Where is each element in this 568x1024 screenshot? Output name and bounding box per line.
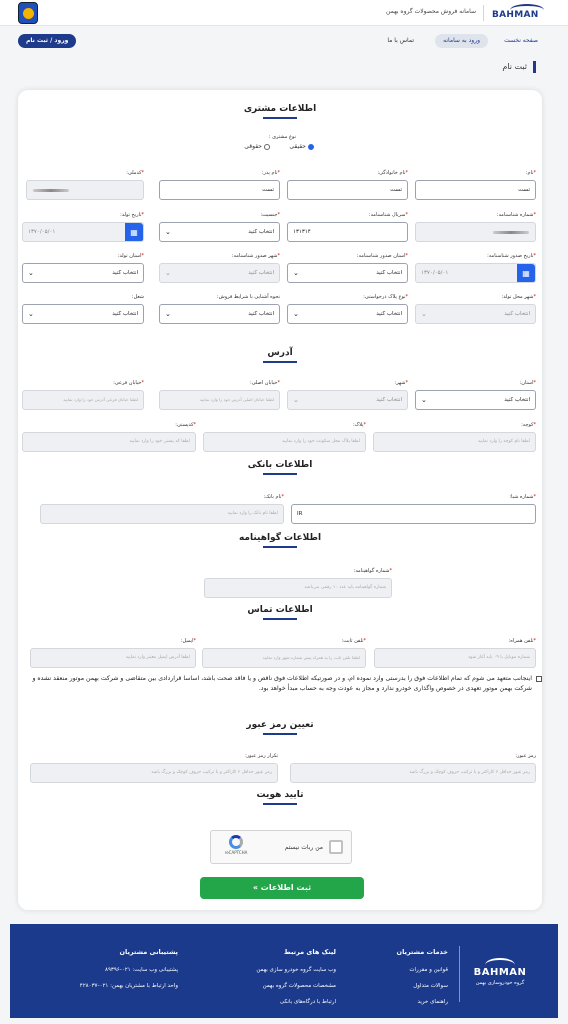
recaptcha-icon xyxy=(229,835,243,849)
job-select[interactable] xyxy=(22,304,144,324)
birth-city-label: *شهر محل تولد: xyxy=(501,294,536,300)
chevron-down-icon: ⌄ xyxy=(293,269,299,277)
top-bar xyxy=(0,0,568,26)
radio-dot-icon xyxy=(308,144,314,150)
password-input[interactable]: رمز عبور حداقل ۶ کاراکتر و با ترکیب حروف کوچک و بزرگ باشد xyxy=(290,763,536,783)
customer-type-label: نوع مشتری : xyxy=(268,134,296,140)
sheba-label: *شماره شبا: xyxy=(509,494,536,500)
footer-support-customers: واحد ارتباط با مشتریان بهمن: ۰۲۱-۴۲۸۰۳۷ xyxy=(79,983,178,989)
postal-input[interactable]: لطفا کد پستی خود را وارد نمایید xyxy=(22,432,196,452)
alley-input[interactable]: لطفا نام کوچه را وارد نمایید xyxy=(373,432,536,452)
national-code-input[interactable] xyxy=(26,180,144,200)
plate-label: *نوع پلاک درخواستی: xyxy=(363,294,408,300)
bank-name-input[interactable]: لطفا نام بانک را وارد نمایید xyxy=(40,504,284,524)
acquaint-label: نحوه آشنایی با شرایط فروش: xyxy=(216,294,280,300)
birth-date-label: *تاریخ تولد: xyxy=(120,212,144,218)
login-register-button[interactable]: ورود / ثبت نام xyxy=(18,34,76,48)
footer-links-title: لینک های مرتبط xyxy=(284,948,336,956)
footer-support xyxy=(80,944,178,994)
app-icon-emblem xyxy=(23,8,34,19)
id-issue-date-label: *تاریخ صدور شناسنامه: xyxy=(487,253,536,259)
calendar-icon[interactable]: ▦ xyxy=(517,264,535,283)
chevron-down-icon: ⌄ xyxy=(28,310,34,318)
acquaint-select[interactable] xyxy=(159,304,280,324)
city-select[interactable] xyxy=(287,390,408,410)
id-serial-input[interactable]: ۱۳۱۳۱۴ xyxy=(287,222,408,242)
province-label: *استان: xyxy=(519,380,536,386)
recaptcha-brand-text: reCAPTCHA xyxy=(224,850,248,855)
id-issue-city-label: *شهر صدور شناسنامه: xyxy=(231,253,280,259)
email-input[interactable]: لطفا آدرس ایمیل معتبر وارد نمایید xyxy=(30,648,196,668)
chevron-down-icon: ⌄ xyxy=(293,310,299,318)
password-repeat-label: تکرار رمز عبور: xyxy=(245,753,278,759)
recaptcha-widget xyxy=(210,830,352,864)
plaque-input[interactable]: لطفا پلاک محل سکونت خود را وارد نمایید xyxy=(203,432,366,452)
bank-name-label: *نام بانک: xyxy=(263,494,284,500)
footer-link-website[interactable]: وب سایت گروه خودرو سازی بهمن xyxy=(256,967,336,973)
mobile-label: *تلفن همراه: xyxy=(508,638,536,644)
chevron-down-icon: ⌄ xyxy=(165,310,171,318)
customer-type-legal-radio[interactable] xyxy=(244,143,270,150)
captcha-checkbox[interactable] xyxy=(329,840,343,854)
first-name-label: *نام: xyxy=(525,170,536,176)
phone-label: *تلفن ثابت: xyxy=(341,638,366,644)
postal-label: *کدپستی: xyxy=(175,422,196,428)
date-value: ۱۳۷۰/۰۵/۰۱ xyxy=(421,270,449,276)
footer-link-rules[interactable]: قوانین و مقررات xyxy=(409,967,448,973)
footer-services xyxy=(397,944,448,1010)
sub-street-input[interactable]: لطفا خیابان فرعی آدرس خود را وارد نمایید xyxy=(22,390,144,410)
national-code-label: *کدملی: xyxy=(126,170,144,176)
nav-contact-link[interactable]: تماس با ما xyxy=(387,37,414,44)
submit-button[interactable]: ثبت اطلاعات » xyxy=(200,877,364,899)
header-divider xyxy=(483,5,484,21)
footer-link-faq[interactable]: سوالات متداول xyxy=(413,983,448,989)
select-value: انتخاب کنید xyxy=(248,229,274,235)
customer-type-real-radio[interactable] xyxy=(289,143,314,150)
bank-section-title: اطلاعات بانکی xyxy=(18,460,542,475)
alley-label: *کوچه: xyxy=(521,422,536,428)
recaptcha-logo xyxy=(219,835,253,855)
chevron-down-icon: ⌄ xyxy=(421,310,427,318)
main-street-label: *خیابان اصلی: xyxy=(250,380,280,386)
last-name-input[interactable]: تست xyxy=(287,180,408,200)
contact-section-title: اطلاعات تماس xyxy=(18,605,542,620)
address-section-title: آدرس xyxy=(18,348,542,363)
select-value: انتخاب کنید xyxy=(376,311,402,317)
father-name-input[interactable]: تست xyxy=(159,180,280,200)
select-value: انتخاب کنید xyxy=(376,270,402,276)
phone-input[interactable]: لطفا تلفن ثابت را به همراه پیش شماره شهر وارد نمایید xyxy=(202,648,366,668)
chevron-down-icon: ⌄ xyxy=(421,396,427,404)
chevron-down-icon: ⌄ xyxy=(165,228,171,236)
select-value: انتخاب کنید xyxy=(376,397,402,403)
nav-home-link[interactable]: صفحه نخست xyxy=(504,37,538,44)
birth-province-label: *استان تولد: xyxy=(117,253,144,259)
select-value: انتخاب کنید xyxy=(504,397,530,403)
cert-number-label: *شماره گواهینامه: xyxy=(353,568,392,574)
select-value: انتخاب کنید xyxy=(248,311,274,317)
select-value: انتخاب کنید xyxy=(112,311,138,317)
birth-province-select[interactable] xyxy=(22,263,144,283)
captcha-label: من ربات نیستم xyxy=(284,844,323,851)
id-issue-province-label: *استان صدور شناسنامه: xyxy=(356,253,408,259)
plate-select[interactable] xyxy=(287,304,408,324)
id-issue-city-select[interactable] xyxy=(159,263,280,283)
terms-checkbox[interactable] xyxy=(536,676,542,682)
mobile-input[interactable]: شماره موبایل با ۰۹ باید آغاز شود xyxy=(374,648,536,668)
birth-date-input[interactable] xyxy=(22,222,144,242)
last-name-label: *نام خانوادگی: xyxy=(377,170,408,176)
footer xyxy=(10,924,558,1018)
page-title: ثبت نام xyxy=(502,61,536,73)
father-name-label: *نام پدر: xyxy=(261,170,280,176)
footer-divider xyxy=(459,946,460,1002)
password-section-title: تعیین رمز عبور xyxy=(18,720,542,735)
footer-link-products[interactable]: مشخصات محصولات گروه بهمن xyxy=(262,983,336,989)
terms-text: اینجانب متعهد می شوم که تمام اطلاعات فوق را بدرستی وارد نموده ام، و در صورتیکه اطلاعات فوق ناقص و یا فاقد صحت باشد، اساسا قراردادی بین متقاضی و شرکت بهمن موتور منعقد نشده و شرکت بهمن موتور تعهدی در خصوص واگذاری خودرو ندارد و مجاز به عودت وجه به حساب مبدأ خواهد بود. xyxy=(32,675,532,692)
logo-text: BAHMAN xyxy=(492,10,539,20)
footer-link-guide[interactable]: راهنمای خرید xyxy=(417,999,448,1005)
footer-company-name: گروه خودروسازی بهمن xyxy=(475,980,525,986)
email-label: *ایمیل: xyxy=(180,638,196,644)
cert-number-input[interactable]: شماره گواهینامه باید عدد ۱۰ رقمی می‌باشد xyxy=(204,578,392,598)
id-number-label: *شماره شناسنامه: xyxy=(496,212,536,218)
nav-bar xyxy=(0,34,568,50)
bahman-logo[interactable] xyxy=(492,4,544,22)
main-street-input[interactable]: لطفا خیابان اصلی آدرس خود را وارد نمایید xyxy=(159,390,280,410)
cert-section-title: اطلاعات گواهینامه xyxy=(18,533,542,548)
registration-form xyxy=(18,90,542,910)
city-label: *شهر: xyxy=(394,380,408,386)
id-serial-label: *سریال شناسنامه: xyxy=(368,212,408,218)
birth-city-select[interactable] xyxy=(415,304,536,324)
password-repeat-input[interactable]: رمز عبور حداقل ۶ کاراکتر و با ترکیب حروف کوچک و بزرگ باشد xyxy=(30,763,278,783)
footer-logo[interactable] xyxy=(470,958,530,986)
select-value: انتخاب کنید xyxy=(504,311,530,317)
footer-support-web: پشتیبانی وب سایت: ۰۲۱-۸۹۳۹۶ xyxy=(104,967,178,973)
footer-logo-waves-icon xyxy=(485,958,515,965)
province-select[interactable] xyxy=(415,390,536,410)
plaque-label: *پلاک: xyxy=(352,422,366,428)
calendar-icon[interactable]: ▦ xyxy=(125,223,143,242)
customer-section-title: اطلاعات مشتری xyxy=(18,104,542,119)
footer-link-bank[interactable]: ارتباط با درگاه‌های بانکی xyxy=(279,999,336,1005)
footer-links xyxy=(256,944,336,1010)
id-number-input[interactable] xyxy=(415,222,536,242)
sheba-input[interactable]: IR xyxy=(291,504,536,524)
system-title: سامانه فروش محصولات گروه بهمن xyxy=(386,8,476,15)
footer-services-title: خدمات مشتریان xyxy=(396,948,448,956)
app-icon[interactable] xyxy=(18,2,38,24)
job-label: شغل: xyxy=(131,294,144,300)
password-label: رمز عبور: xyxy=(515,753,536,759)
nav-login-system-link[interactable]: ورود به سامانه xyxy=(435,34,488,48)
gender-label: *جنسیت: xyxy=(260,212,280,218)
radio-label: حقوقی xyxy=(244,143,262,150)
footer-logo-text: BAHMAN xyxy=(473,967,527,978)
select-value: انتخاب کنید xyxy=(248,270,274,276)
sub-street-label: *خیابان فرعی: xyxy=(113,380,144,386)
footer-support-title: پشتیبانی مشتریان xyxy=(119,948,178,956)
radio-dot-icon xyxy=(264,144,270,150)
id-issue-province-select[interactable] xyxy=(287,263,408,283)
chevron-down-icon: ⌄ xyxy=(293,396,299,404)
first-name-input[interactable]: تست xyxy=(415,180,536,200)
date-value: ۱۳۷۰/۰۵/۰۱ xyxy=(28,229,56,235)
gender-select[interactable] xyxy=(159,222,280,242)
chevron-down-icon: ⌄ xyxy=(165,269,171,277)
identity-section-title: تایید هویت xyxy=(18,790,542,805)
radio-label: حقیقی xyxy=(289,143,306,150)
chevron-down-icon: ⌄ xyxy=(28,269,34,277)
id-issue-date-input[interactable] xyxy=(415,263,536,283)
select-value: انتخاب کنید xyxy=(112,270,138,276)
